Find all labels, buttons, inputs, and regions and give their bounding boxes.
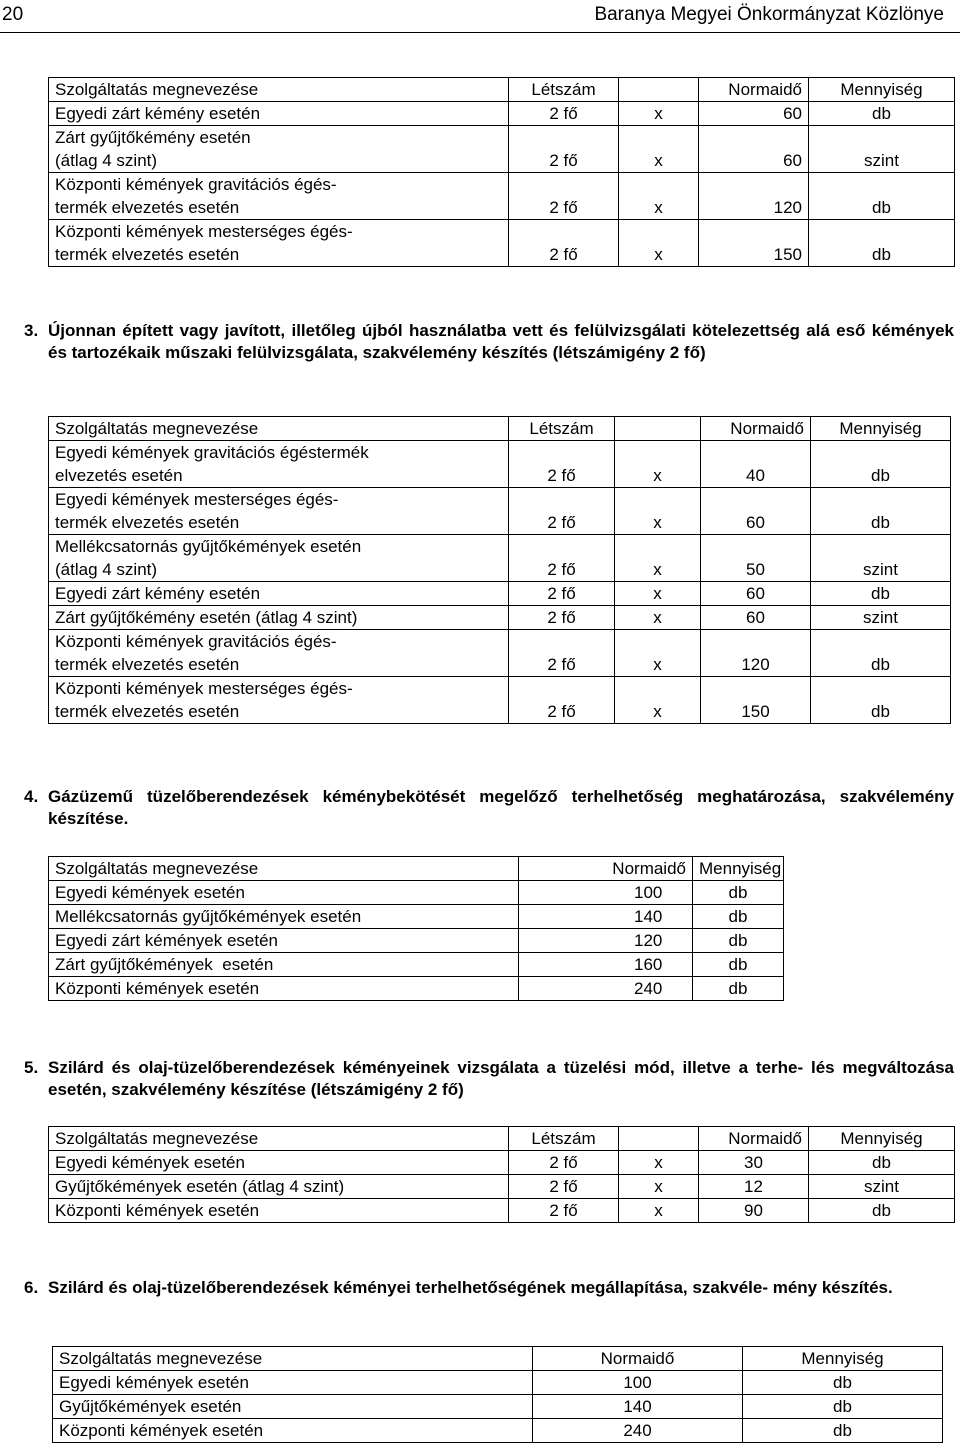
table-row [49, 630, 951, 677]
unit-cell: db [743, 1395, 943, 1419]
norm-time-cell: 60 [701, 488, 811, 535]
service-name: Gyűjtőkémények esetén (átlag 4 szint) [49, 1175, 509, 1199]
multiplier-cell: x [615, 535, 701, 582]
header-norm-time: Normaidő [699, 78, 809, 102]
norm-table-4 [48, 1126, 955, 1223]
norm-time-cell: 160 [519, 953, 693, 977]
service-name: Központi kémények gravitációs égés- termék elvezetés esetén [49, 630, 509, 677]
norm-time-cell: 120 [701, 630, 811, 677]
multiplier-cell: x [619, 220, 699, 267]
table-row [49, 1175, 955, 1199]
header-service-name: Szolgáltatás megnevezése [49, 1127, 509, 1151]
unit-cell: db [693, 881, 784, 905]
section-number: 4. [24, 787, 39, 806]
multiplier-cell: x [619, 126, 699, 173]
unit-cell: db [811, 582, 951, 606]
unit-cell: db [811, 630, 951, 677]
section-number: 6. [24, 1278, 39, 1297]
multiplier-cell: x [619, 173, 699, 220]
unit-cell: db [809, 1151, 955, 1175]
staff-cell: 2 fő [509, 606, 615, 630]
service-name: Zárt gyűjtőkémények esetén [49, 953, 519, 977]
service-name: Mellékcsatornás gyűjtőkémények esetén (átlag 4 szint) [49, 535, 509, 582]
table-row [49, 126, 955, 173]
header-service-name: Szolgáltatás megnevezése [49, 78, 509, 102]
staff-cell: 2 fő [509, 441, 615, 488]
table-row [49, 220, 955, 267]
norm-time-cell: 50 [701, 535, 811, 582]
page-header [0, 0, 960, 33]
section-text: Gázüzemű tüzelőberendezések kéménybekötését megelőző terhelhetőség meghatározása, szakvélemény készítése. [48, 787, 954, 828]
table-row [53, 1395, 943, 1419]
service-name: Központi kémények mesterséges égés- termék elvezetés esetén [49, 677, 509, 724]
norm-table-2 [48, 416, 951, 724]
service-name: Központi kémények esetén [49, 1199, 509, 1223]
service-name: Központi kémények esetén [49, 977, 519, 1001]
unit-cell: db [743, 1371, 943, 1395]
multiplier-cell: x [615, 488, 701, 535]
service-name: Központi kémények esetén [53, 1419, 533, 1443]
unit-cell: db [809, 1199, 955, 1223]
unit-cell: db [811, 441, 951, 488]
table-row [49, 1199, 955, 1223]
unit-cell: szint [811, 535, 951, 582]
staff-cell: 2 fő [509, 1199, 619, 1223]
header-blank [619, 1127, 699, 1151]
table-row [49, 173, 955, 220]
unit-cell: db [743, 1419, 943, 1443]
norm-time-cell: 60 [701, 582, 811, 606]
table-row [49, 905, 784, 929]
table-row [49, 441, 951, 488]
staff-cell: 2 fő [509, 582, 615, 606]
unit-cell: szint [811, 606, 951, 630]
norm-time-cell: 40 [701, 441, 811, 488]
unit-cell: szint [809, 1175, 955, 1199]
staff-cell: 2 fő [509, 220, 619, 267]
multiplier-cell: x [619, 1199, 699, 1223]
service-name: Egyedi zárt kémény esetén [49, 582, 509, 606]
norm-time-cell: 60 [699, 126, 809, 173]
norm-time-cell: 120 [519, 929, 693, 953]
unit-cell: szint [809, 126, 955, 173]
norm-time-cell: 100 [533, 1371, 743, 1395]
table-row [49, 488, 951, 535]
norm-time-cell: 12 [699, 1175, 809, 1199]
table-row [53, 1371, 943, 1395]
table-row [49, 102, 955, 126]
norm-time-cell: 100 [519, 881, 693, 905]
unit-cell: db [809, 220, 955, 267]
unit-cell: db [809, 102, 955, 126]
multiplier-cell: x [615, 441, 701, 488]
staff-cell: 2 fő [509, 102, 619, 126]
table-row [49, 606, 951, 630]
table-row [49, 677, 951, 724]
section-3 [24, 320, 954, 390]
section-text: Újonnan épített vagy javított, illetőleg újból használatba vett és felülvizsgálati kötelezettség alá eső kémények és tartozékaik műszaki felülvizsgálata, szakvélemény készítés (létszámigény 2 fő) [48, 321, 954, 362]
staff-cell: 2 fő [509, 488, 615, 535]
multiplier-cell: x [615, 582, 701, 606]
header-norm-time: Normaidő [533, 1347, 743, 1371]
section-4 [24, 786, 954, 832]
staff-cell: 2 fő [509, 1151, 619, 1175]
multiplier-cell: x [619, 102, 699, 126]
norm-time-cell: 60 [699, 102, 809, 126]
header-blank [615, 417, 701, 441]
header-quantity: Mennyiség [809, 1127, 955, 1151]
table-row [49, 881, 784, 905]
service-name: Központi kémények mesterséges égés- termék elvezetés esetén [49, 220, 509, 267]
norm-table-3 [48, 856, 784, 1001]
header-norm-time: Normaidő [699, 1127, 809, 1151]
service-name: Mellékcsatornás gyűjtőkémények esetén [49, 905, 519, 929]
unit-cell: db [693, 977, 784, 1001]
unit-cell: db [811, 488, 951, 535]
unit-cell: db [811, 677, 951, 724]
norm-time-cell: 150 [701, 677, 811, 724]
norm-time-cell: 240 [519, 977, 693, 1001]
norm-table-5 [52, 1346, 943, 1443]
table-row [49, 535, 951, 582]
service-name: Zárt gyűjtőkémény esetén (átlag 4 szint) [49, 606, 509, 630]
service-name: Egyedi kémények esetén [49, 1151, 509, 1175]
norm-time-cell: 120 [699, 173, 809, 220]
table-row [49, 953, 784, 977]
service-name: Egyedi kémények esetén [53, 1371, 533, 1395]
table-header-row [49, 1127, 955, 1151]
service-name: Egyedi zárt kémény esetén [49, 102, 509, 126]
norm-time-cell: 30 [699, 1151, 809, 1175]
staff-cell: 2 fő [509, 1175, 619, 1199]
unit-cell: db [693, 953, 784, 977]
header-service-name: Szolgáltatás megnevezése [53, 1347, 533, 1371]
multiplier-cell: x [619, 1151, 699, 1175]
section-5 [24, 1057, 954, 1103]
multiplier-cell: x [615, 630, 701, 677]
header-service-name: Szolgáltatás megnevezése [49, 417, 509, 441]
norm-time-cell: 150 [699, 220, 809, 267]
header-norm-time: Normaidő [701, 417, 811, 441]
header-service-name: Szolgáltatás megnevezése [49, 857, 519, 881]
table-row [49, 929, 784, 953]
staff-cell: 2 fő [509, 173, 619, 220]
header-quantity: Mennyiség [693, 857, 784, 881]
service-name: Egyedi kémények esetén [49, 881, 519, 905]
table-row [49, 582, 951, 606]
table-header-row [53, 1347, 943, 1371]
table-row [53, 1419, 943, 1443]
header-blank [619, 78, 699, 102]
service-name: Egyedi kémények mesterséges égés- termék elvezetés esetén [49, 488, 509, 535]
multiplier-cell: x [619, 1175, 699, 1199]
staff-cell: 2 fő [509, 630, 615, 677]
unit-cell: db [693, 929, 784, 953]
table-header-row [49, 417, 951, 441]
norm-time-cell: 140 [519, 905, 693, 929]
section-text: Szilárd és olaj-tüzelőberendezések kéményei terhelhetőségének megállapítása, szakvéle- mény készítés. [48, 1278, 893, 1297]
norm-time-cell: 60 [701, 606, 811, 630]
table-row [49, 977, 784, 1001]
header-norm-time: Normaidő [519, 857, 693, 881]
norm-time-cell: 140 [533, 1395, 743, 1419]
service-name: Gyűjtőkémények esetén [53, 1395, 533, 1419]
header-quantity: Mennyiség [743, 1347, 943, 1371]
section-number: 3. [24, 321, 39, 340]
header-staff: Létszám [509, 78, 619, 102]
header-staff: Létszám [509, 1127, 619, 1151]
norm-table-1 [48, 77, 955, 267]
service-name: Központi kémények gravitációs égés- termék elvezetés esetén [49, 173, 509, 220]
section-text: Szilárd és olaj-tüzelőberendezések kéményeinek vizsgálata a tüzelési mód, illetve a terhe- lés megváltozása esetén, szakvélemény készítése (létszámigény 2 fő) [48, 1058, 954, 1099]
service-name: Egyedi zárt kémények esetén [49, 929, 519, 953]
table-header-row [49, 857, 784, 881]
staff-cell: 2 fő [509, 535, 615, 582]
multiplier-cell: x [615, 677, 701, 724]
unit-cell: db [809, 173, 955, 220]
staff-cell: 2 fő [509, 677, 615, 724]
table-row [49, 1151, 955, 1175]
norm-time-cell: 90 [699, 1199, 809, 1223]
publication-title: Baranya Megyei Önkormányzat Közlönye [594, 4, 944, 25]
page-number: 20 [2, 4, 24, 25]
header-quantity: Mennyiség [811, 417, 951, 441]
staff-cell: 2 fő [509, 126, 619, 173]
section-number: 5. [24, 1058, 39, 1077]
unit-cell: db [693, 905, 784, 929]
section-6 [24, 1277, 954, 1323]
multiplier-cell: x [615, 606, 701, 630]
header-quantity: Mennyiség [809, 78, 955, 102]
table-header-row [49, 78, 955, 102]
service-name: Egyedi kémények gravitációs égéstermék elvezetés esetén [49, 441, 509, 488]
norm-time-cell: 240 [533, 1419, 743, 1443]
service-name: Zárt gyűjtőkémény esetén (átlag 4 szint) [49, 126, 509, 173]
header-staff: Létszám [509, 417, 615, 441]
